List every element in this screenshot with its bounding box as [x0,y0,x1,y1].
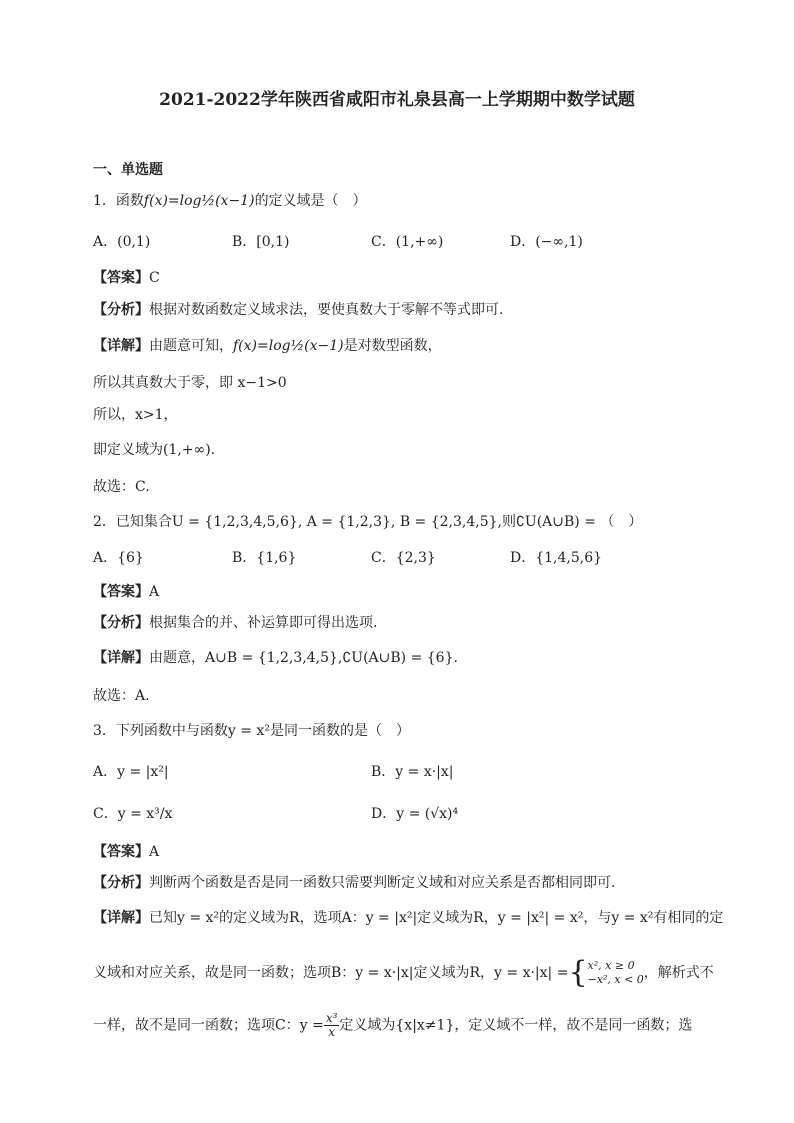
q3-stem: 3．下列函数中与函数y = x²是同一函数的是（ ） [93,723,410,739]
q2-answer [93,582,159,602]
q1-stem-prefix: 1．函数 [93,193,144,209]
q3-analysis-tag: 【分析】 [93,875,149,891]
q1-answer-tag: 【答案】 [93,270,149,286]
q3-detail-line3-b: 定义域为{x|x≠1}，定义域不一样，故不是同一函数；选 [339,1017,693,1034]
q1-detail-tag: 【详解】 [93,338,149,354]
q3-detail-line3-a: 一样，故不是同一函数；选项C：y = [93,1017,324,1034]
q1-detail-formula: f(x)=log½(x−1) [233,338,344,354]
q1-detail-suffix: 是对数型函数， [343,338,442,354]
q3-answer-value: A [149,844,160,860]
q2-detail-tag: 【详解】 [93,650,149,666]
q3-analysis [93,873,615,893]
q3-analysis-text: 判断两个函数是否是同一函数只需要判断定义域和对应关系是否都相同即可. [149,875,616,891]
q3-piecewise [568,955,644,990]
q1-analysis [93,300,503,320]
q1-detail-prefix: 由题意可知， [149,338,233,354]
q3-option-b: B．y = x·|x| [371,764,454,780]
q2-option-c: C．{2,3} [371,550,436,566]
q2-answer-value: A [149,584,160,600]
q1-answer [93,268,160,288]
q3-answer-tag: 【答案】 [93,844,149,860]
page-title: 2021-2022学年陕西省咸阳市礼泉县高一上学期期中数学试题 [159,90,635,110]
q2-option-b: B．{1,6} [232,550,297,566]
q1-detail-line2: 所以其真数大于零，即 x−1>0 [93,375,287,391]
q3-detail-line1: 已知y = x²的定义域为R，选项A：y = |x²|定义域为R，y = |x²| = x²，与y = x²有相同的定 [149,910,724,926]
q2-detail [93,648,458,668]
q2-answer-tag: 【答案】 [93,584,149,600]
q1-conclusion: 故选：C. [93,479,150,495]
q3-detail-tag: 【详解】 [93,910,149,926]
q2-option-a: A．{6} [93,550,144,566]
q2-detail-text: 由题意，A∪B = {1,2,3,4,5},∁U(A∪B) = {6}. [149,650,458,666]
q1-option-b: B．[0,1) [232,234,290,250]
section-heading: 一、单选题 [93,162,163,178]
q3-option-c: C．y = x³/x [93,806,173,822]
q2-stem: 2．已知集合U = {1,2,3,4,5,6}, A = {1,2,3}, B = {2,3,4,5},则∁U(A∪B) = （ ） [93,514,643,530]
q1-answer-value: C [149,270,160,286]
q3-detail [93,908,723,928]
q3-fraction: $\frac{\text{x³}}{x}$ [325,1011,338,1039]
q1-stem-formula: f(x)=log½(x−1) [143,193,255,209]
q3-option-a: A．y = |x²| [93,764,169,780]
q3-detail-line2 [93,955,714,990]
q1-detail-line3: 所以，x>1， [93,407,178,423]
q3-detail-line2-a: 义域和对应关系，故是同一函数；选项B：y = x·|x|定义域为R，y = x·|x| = [93,965,569,981]
q2-analysis-text: 根据集合的并、补运算即可得出选项. [149,615,378,631]
left-brace-icon: { [568,955,588,990]
q3-detail-line2-b: ，解析式不 [643,965,714,981]
q1-detail-line4: 即定义域为(1,+∞). [93,442,216,458]
q3-answer [93,842,159,862]
q1-detail [93,336,442,356]
q1-stem [93,191,367,211]
q3-case-top: x², x ≥ 0 [587,959,635,972]
q2-option-d: D．{1,4,5,6} [510,550,603,566]
q1-analysis-tag: 【分析】 [93,302,149,318]
q2-conclusion: 故选：A. [93,688,150,704]
q1-stem-suffix: 的定义域是（ ） [254,193,367,209]
q3-detail-line3 [93,1012,692,1039]
q1-analysis-text: 根据对数函数定义域求法，要使真数大于零解不等式即可. [149,302,504,318]
q2-analysis [93,613,377,633]
q1-option-d: D．(−∞,1) [510,234,583,250]
q1-option-a: A．(0,1) [93,234,151,250]
q3-option-d: D．y = (√x)⁴ [371,806,459,822]
q1-option-c: C．(1,+∞) [371,234,444,250]
q3-case-bottom: −x², x < 0 [587,973,644,986]
q2-analysis-tag: 【分析】 [93,615,149,631]
